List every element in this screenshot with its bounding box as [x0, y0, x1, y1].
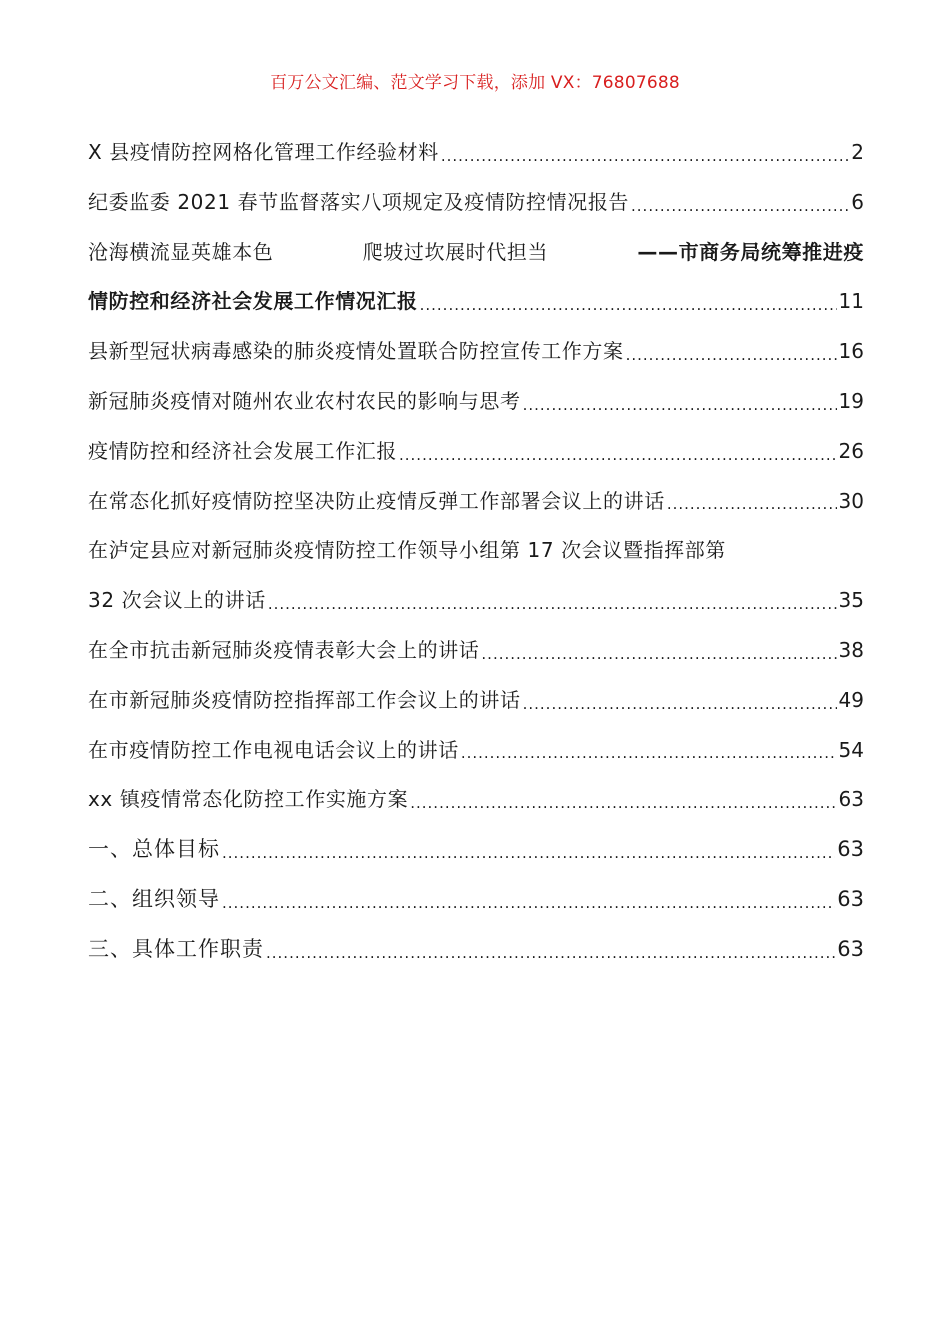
toc-entry-section[interactable]	[88, 825, 864, 875]
toc-entry-page: 63	[838, 787, 864, 812]
toc-entry-title: 一、总体目标	[88, 837, 220, 862]
toc-entry-title-line1: 在泸定县应对新冠肺炎疫情防控工作领导小组第 17 次会议暨指挥部第	[88, 538, 726, 563]
toc-entry-title: xx 镇疫情常态化防控工作实施方案	[88, 787, 409, 812]
toc-entry-title: 在常态化抓好疫情防控坚决防止疫情反弹工作部署会议上的讲话	[88, 488, 665, 513]
toc-leader	[629, 184, 849, 228]
toc-entry-title-line2: 32 次会议上的讲话	[88, 588, 266, 613]
toc-entry-title: 在市新冠肺炎疫情防控指挥部工作会议上的讲话	[88, 687, 521, 712]
toc-leader	[397, 433, 837, 477]
toc-entry-section[interactable]	[88, 875, 864, 925]
toc-entry-title: 疫情防控和经济社会发展工作汇报	[88, 438, 397, 463]
toc-entry-title: 在全市抗击新冠肺炎疫情表彰大会上的讲话	[88, 637, 480, 662]
toc-entry-page: 11	[838, 289, 864, 314]
toc-leader	[521, 682, 837, 726]
toc-entry-page: 6	[851, 189, 864, 214]
toc-entry-line1[interactable]	[88, 228, 864, 278]
toc-entry[interactable]	[88, 178, 864, 228]
toc-leader	[665, 482, 837, 526]
toc-entry-section[interactable]	[88, 925, 864, 975]
toc-entry[interactable]	[88, 676, 864, 726]
toc-entry-line2[interactable]	[88, 277, 864, 327]
toc-leader	[521, 383, 837, 427]
toc-entry[interactable]	[88, 477, 864, 527]
toc-leader	[266, 582, 837, 626]
toc-entry-page: 63	[837, 886, 864, 911]
toc-leader	[439, 134, 849, 178]
toc-entry-title-part-b: 爬坡过坎展时代担当	[362, 239, 549, 264]
toc-entry[interactable]	[88, 327, 864, 377]
header-banner: 百万公文汇编、范文学习下载，添加 VX：76807688	[270, 73, 680, 93]
toc-entry-title: 在市疫情防控工作电视电话会议上的讲话	[88, 737, 459, 762]
toc-entry-title: 新冠肺炎疫情对随州农业农村农民的影响与思考	[88, 388, 521, 413]
toc-entry-page: 2	[851, 140, 864, 164]
toc-entry[interactable]	[88, 726, 864, 776]
toc-entry-title: 二、组织领导	[88, 886, 220, 911]
toc-entry-page: 63	[837, 936, 864, 961]
toc-entry-page: 49	[838, 687, 864, 712]
toc-leader	[418, 283, 837, 327]
toc-entry[interactable]	[88, 626, 864, 676]
toc-entry[interactable]	[88, 775, 864, 825]
toc-entry-title-line2: 情防控和经济社会发展工作情况汇报	[88, 289, 418, 314]
toc-entry-page: 63	[837, 837, 864, 862]
toc-entry-line2[interactable]	[88, 576, 864, 626]
toc-entry-title-part-a: 沧海横流显英雄本色	[88, 239, 274, 264]
toc-entry-title: 三、具体工作职责	[88, 936, 264, 961]
toc-leader	[264, 931, 835, 975]
toc-entry-title-line1	[88, 228, 864, 278]
toc-entry-page: 16	[838, 339, 864, 364]
toc-entry-line1[interactable]	[88, 526, 864, 576]
toc-entry-page: 19	[838, 388, 864, 413]
toc-entry[interactable]	[88, 377, 864, 427]
toc-entry-title: 纪委监委 2021 春节监督落实八项规定及疫情防控情况报告	[88, 189, 630, 214]
toc-entry-page: 35	[838, 588, 864, 613]
toc-leader	[220, 831, 835, 875]
toc-entry-title: X 县疫情防控网格化管理工作经验材料	[88, 140, 439, 164]
toc-leader	[459, 731, 837, 775]
toc-leader	[624, 333, 837, 377]
toc-entry[interactable]	[88, 427, 864, 477]
toc-entry-title-part-c: ——市商务局统筹推进疫	[637, 239, 864, 264]
table-of-contents	[88, 128, 864, 975]
toc-leader	[220, 881, 835, 925]
toc-leader	[408, 781, 836, 825]
toc-entry-title: 县新型冠状病毒感染的肺炎疫情处置联合防控宣传工作方案	[88, 339, 624, 364]
toc-entry-page: 26	[838, 438, 864, 463]
toc-leader	[479, 632, 836, 676]
toc-entry-page: 30	[838, 488, 864, 513]
toc-entry[interactable]	[88, 128, 864, 178]
toc-entry-page: 38	[838, 637, 864, 662]
toc-entry-page: 54	[838, 737, 864, 762]
